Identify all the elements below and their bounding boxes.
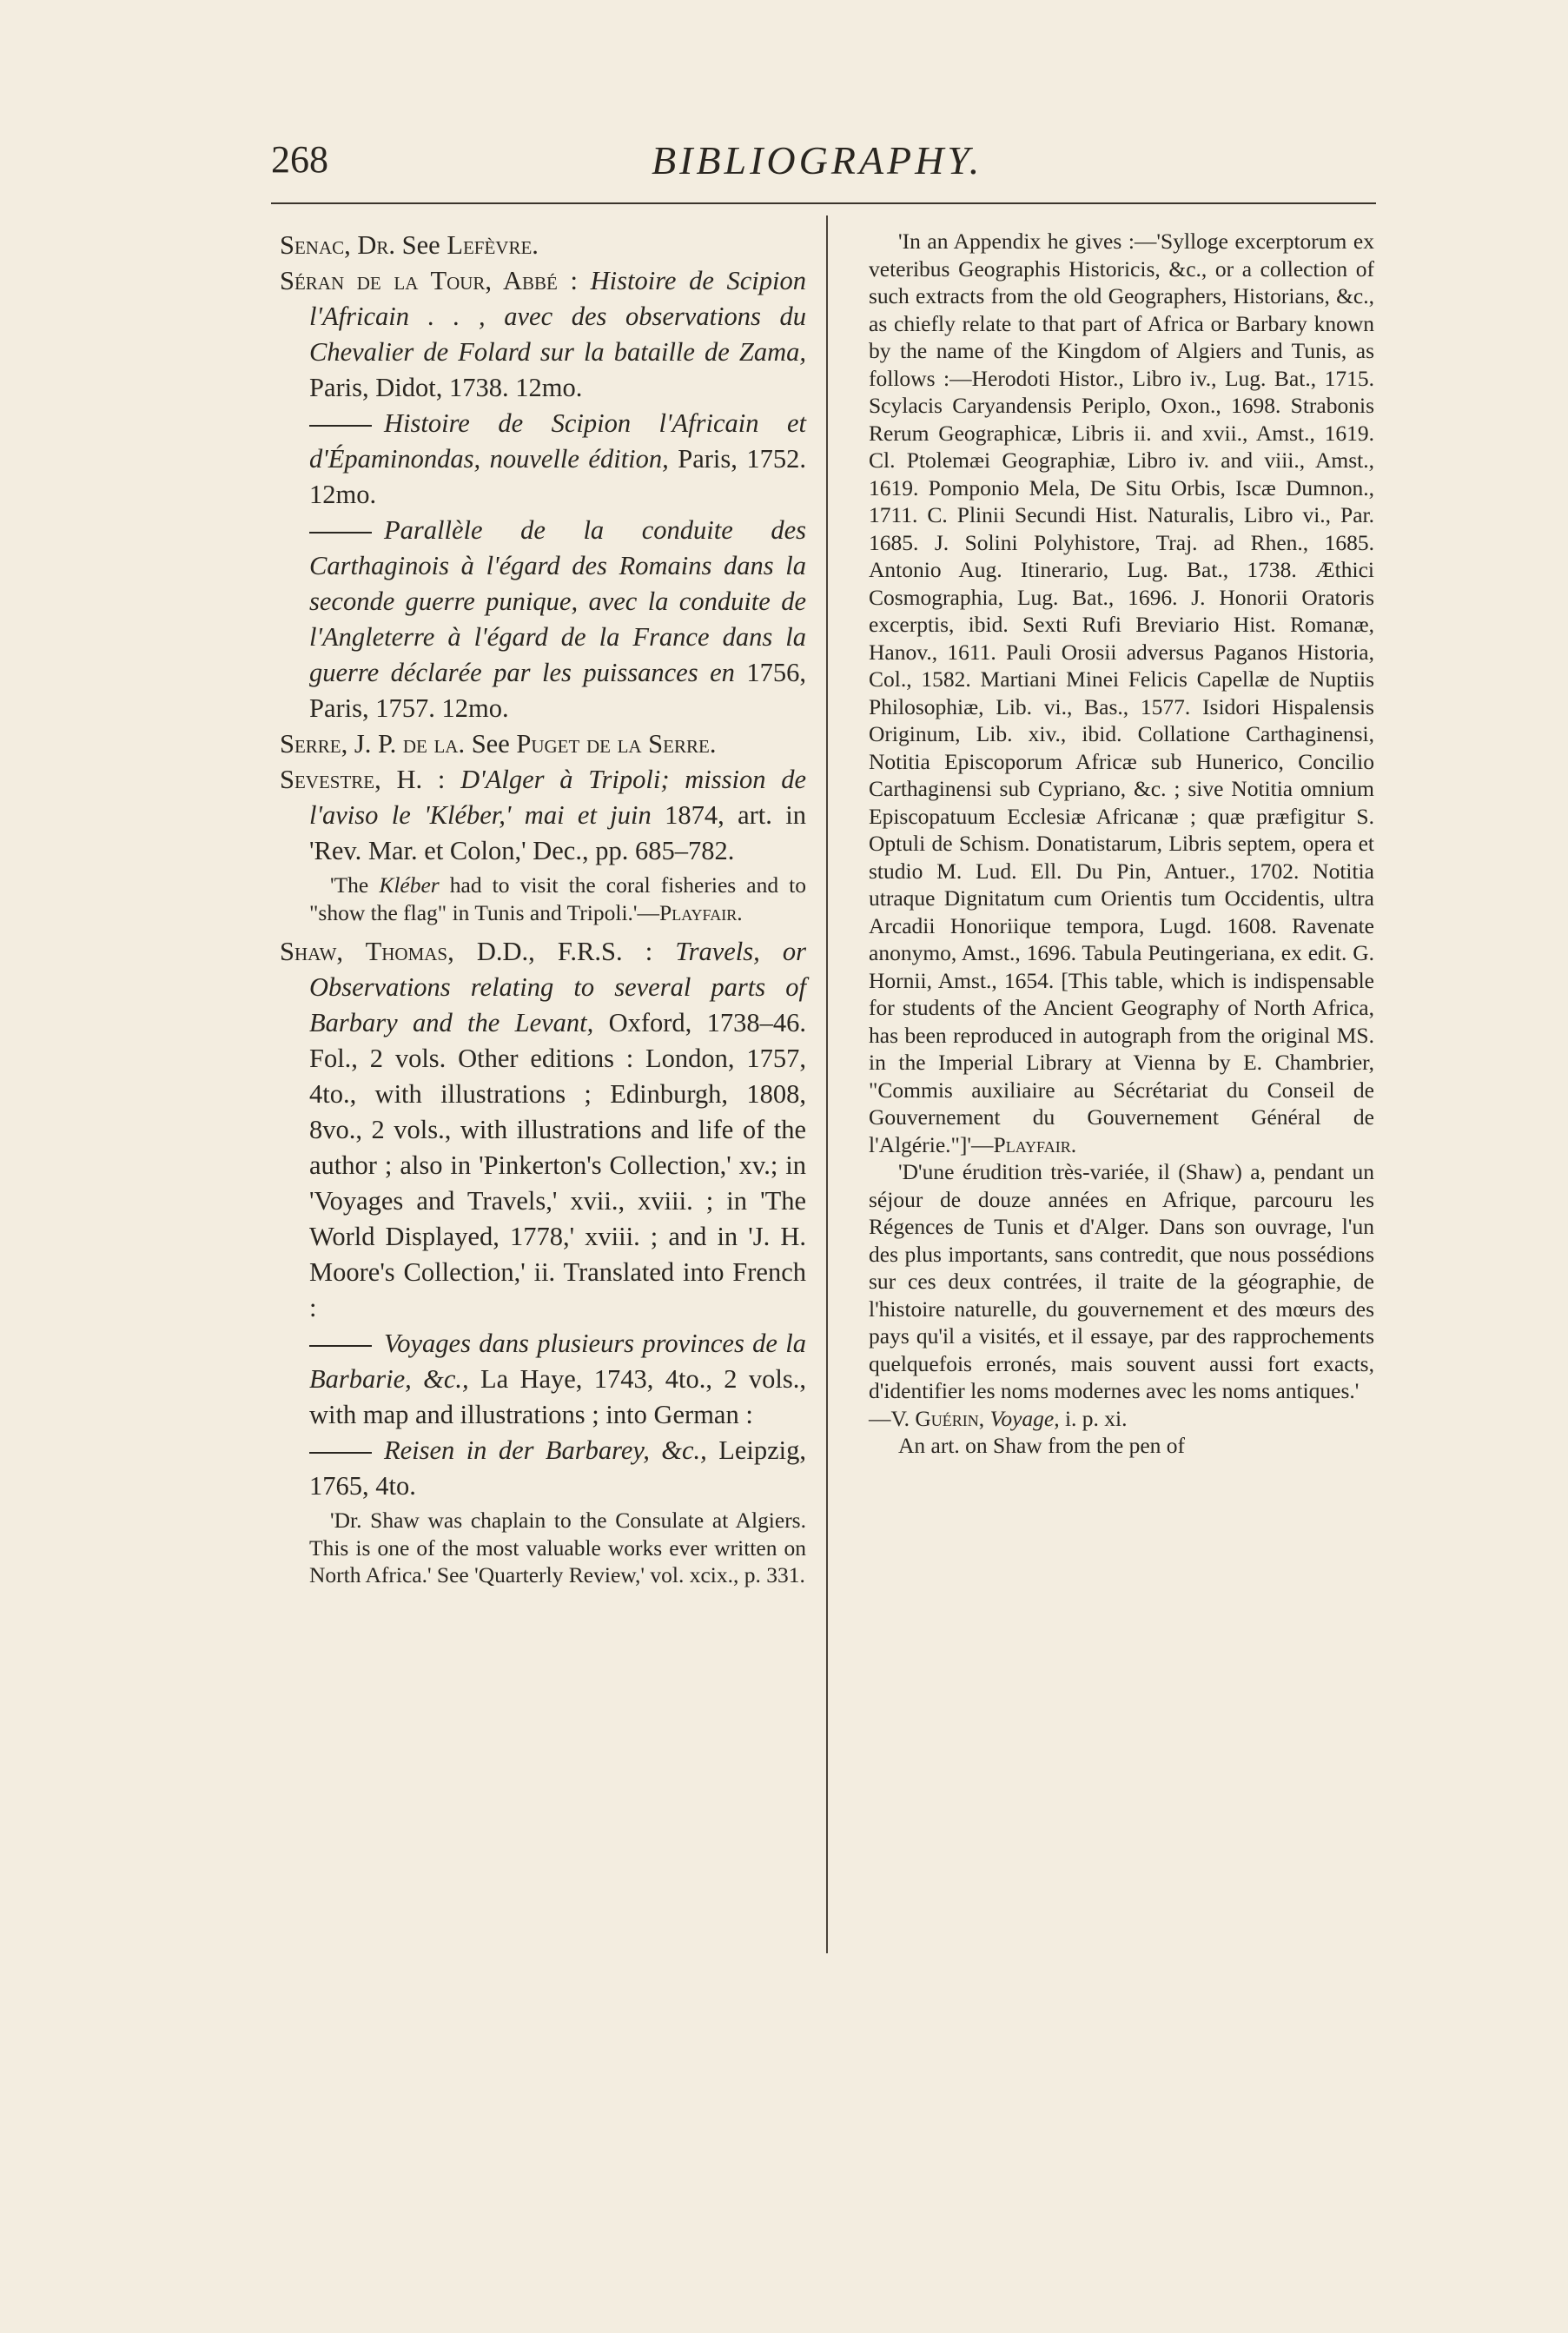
entry-seran-de-la-tour: Séran de la Tour, Abbé : Histoire de Scipion l'Africain . . , avec des observations du Chevalier de Folard sur la bataille de Zama, Paris, Didot, 1738. 12mo. [280, 266, 807, 402]
left-column [280, 228, 806, 1597]
right-column [869, 228, 1374, 1460]
entry-serre: Serre, J. P. de la. See Puget de la Serre. [280, 729, 717, 759]
column-divider [826, 215, 828, 1953]
entry-shaw-german: Reisen in der Barbarey, &c., Leipzig, 1765, 4to. [309, 1435, 806, 1501]
entry-senac: Senac, Dr. See Lefèvre. [280, 230, 539, 260]
ditto-dash [309, 532, 372, 534]
running-head: BIBLIOGRAPHY. [652, 138, 983, 182]
entry-sevestre: Sevestre, H. : D'Alger à Tripoli; mission de l'aviso le 'Kléber,' mai et juin 1874, art. in 'Rev. Mar. et Colon,' Dec., pp. 685–782. [280, 765, 806, 865]
note-guerin-citation: —V. Guérin, Voyage, i. p. xi. [869, 1405, 1128, 1431]
note-guerin: 'D'une érudition très-variée, il (Shaw) a, pendant un séjour de douze années en Afrique, parcouru les Régences de Tunis et d'Alger. Dans son ouvrage, l'un des plus importants, sans contredit, que nous possédions sur ces deux contrées, il traite de la géographie, de l'histoire naturelle, du gouvernement et des mœurs des pays qu'il a visités, et il essaye, par des rapprochements quelquefois erronés, mais souvent aussi fort exacts, d'identifier les noms modernes avec les noms antiques.' [869, 1159, 1374, 1403]
entry-shaw: Shaw, Thomas, D.D., F.R.S. : Travels, or Observations relating to several parts of Barbary and the Levant, Oxford, 1738–46. Fol., 2 vols. Other editions : London, 1757, 4to., with illustrations ; Edinburgh, 1808, 8vo., 2 vols., with illustrations and life of the author ; also in 'Pinkerton's Collection,' xv.; in 'Voyages and Travels,' xvii., xviii. ; in 'The World Displayed, 1778,' xviii. ; and in 'J. H. Moore's Collection,' ii. Translated into French : [280, 937, 806, 1322]
page-header [271, 137, 1376, 198]
entry-seran-scipion-epaminondas: Histoire de Scipion l'Africain et d'Épaminondas, nouvelle édition, Paris, 1752. 12mo. [309, 408, 807, 509]
ditto-dash [309, 1452, 372, 1454]
entry-shaw-french: Voyages dans plusieurs provinces de la Barbarie, &c., La Haye, 1743, 4to., 2 vols., with map and illustrations ; into German : [309, 1329, 806, 1429]
note-shaw-article: An art. on Shaw from the pen of [898, 1433, 1186, 1458]
note-sevestre: 'The Kléber had to visit the coral fisheries and to "show the flag" in Tunis and Tripoli.'—Playfair. [309, 872, 806, 925]
note-shaw: 'Dr. Shaw was chaplain to the Consulate at Algiers. This is one of the most valuable works ever written on North Africa.' See 'Quarterly Review,' vol. xcix., p. 331. [309, 1508, 806, 1587]
ditto-dash [309, 1345, 372, 1347]
entry-seran-parallele: Parallèle de la conduite des Carthaginois à l'égard des Romains dans la seconde guerre punique, avec la conduite de l'Angleterre à l'égard de la France dans la guerre déclarée par les puissances en 1756, Paris, 1757. 12mo. [309, 515, 806, 723]
header-rule [271, 202, 1376, 204]
ditto-dash [309, 425, 372, 427]
note-appendix: 'In an Appendix he gives :—'Sylloge excerptorum ex veteribus Geographis Historicis, &c., or a collection of such extracts from the old Geographers, Historians, &c., as chiefly relate to that part of Africa or Barbary known by the name of the Kingdom of Algiers and Tunis, as follows :—Herodoti Histor., Libro iv., Lug. Bat., 1715. Scylacis Caryandensis Periplo, Oxon., 1698. Strabonis Rerum Geographicæ, Libris ii. and xvii., Amst., 1619. Cl. Ptolemæi Geographiæ, Libro iv. and viii., Amst., 1619. Pomponio Mela, De Situ Orbis, Iscæ Dumnon., 1711. C. Plinii Secundi Hist. Naturalis, Libro vi., Par. 1685. J. Solini Polyhistore, Traj. ad Rhen., 1685. Antonio Aug. Itinerario, Lug. Bat., 1738. Æthici Cosmographia, Lug. Bat., 1696. J. Honorii Oratoris excerptis, ibid. Sexti Rufi Breviario Hist. Romanæ, Hanov., 1611. Pauli Orosii adversus Paganos Historia, Col., 1582. Martiani Minei Felicis Capellæ de Nuptiis Philosophiæ, Lib. vi., Bas., 1577. Isidori Hispalensis Originum, Lib. xiv., ibid. Collatione Carthaginensi, Notitia Episcoporum Africæ sub Hunerico, Concilio Carthaginensi sub Cypriano, &c. ; sive Notitia omnium Episcopatuum Ecclesiæ Africanæ ; quæ præfigitur S. Optuli de Schism. Donatistarum, Libris septem, opera et studio M. Lud. Ell. Du Pin, Antuer., 1702. Notitia utraque Dignitatum cum Orientis tum Occidentis, ultra Arcadii Honoriique tempora, Lugd. 1608. Ravenate anonymo, Amst., 1696. Tabula Peutingeriana, ex edit. G. Hornii, Amst., 1654. [This table, which is indispensable for students of the Ancient Geography of North Africa, has been reproduced in autograph from the original MS. in the Imperial Library at Vienna by E. Chambrier, "Commis auxiliaire au Sécrétariat du Conseil de Gouvernement du Gouvernement Général de l'Algérie."]'—Playfair. [869, 229, 1374, 1157]
page-number: 268 [271, 138, 328, 181]
